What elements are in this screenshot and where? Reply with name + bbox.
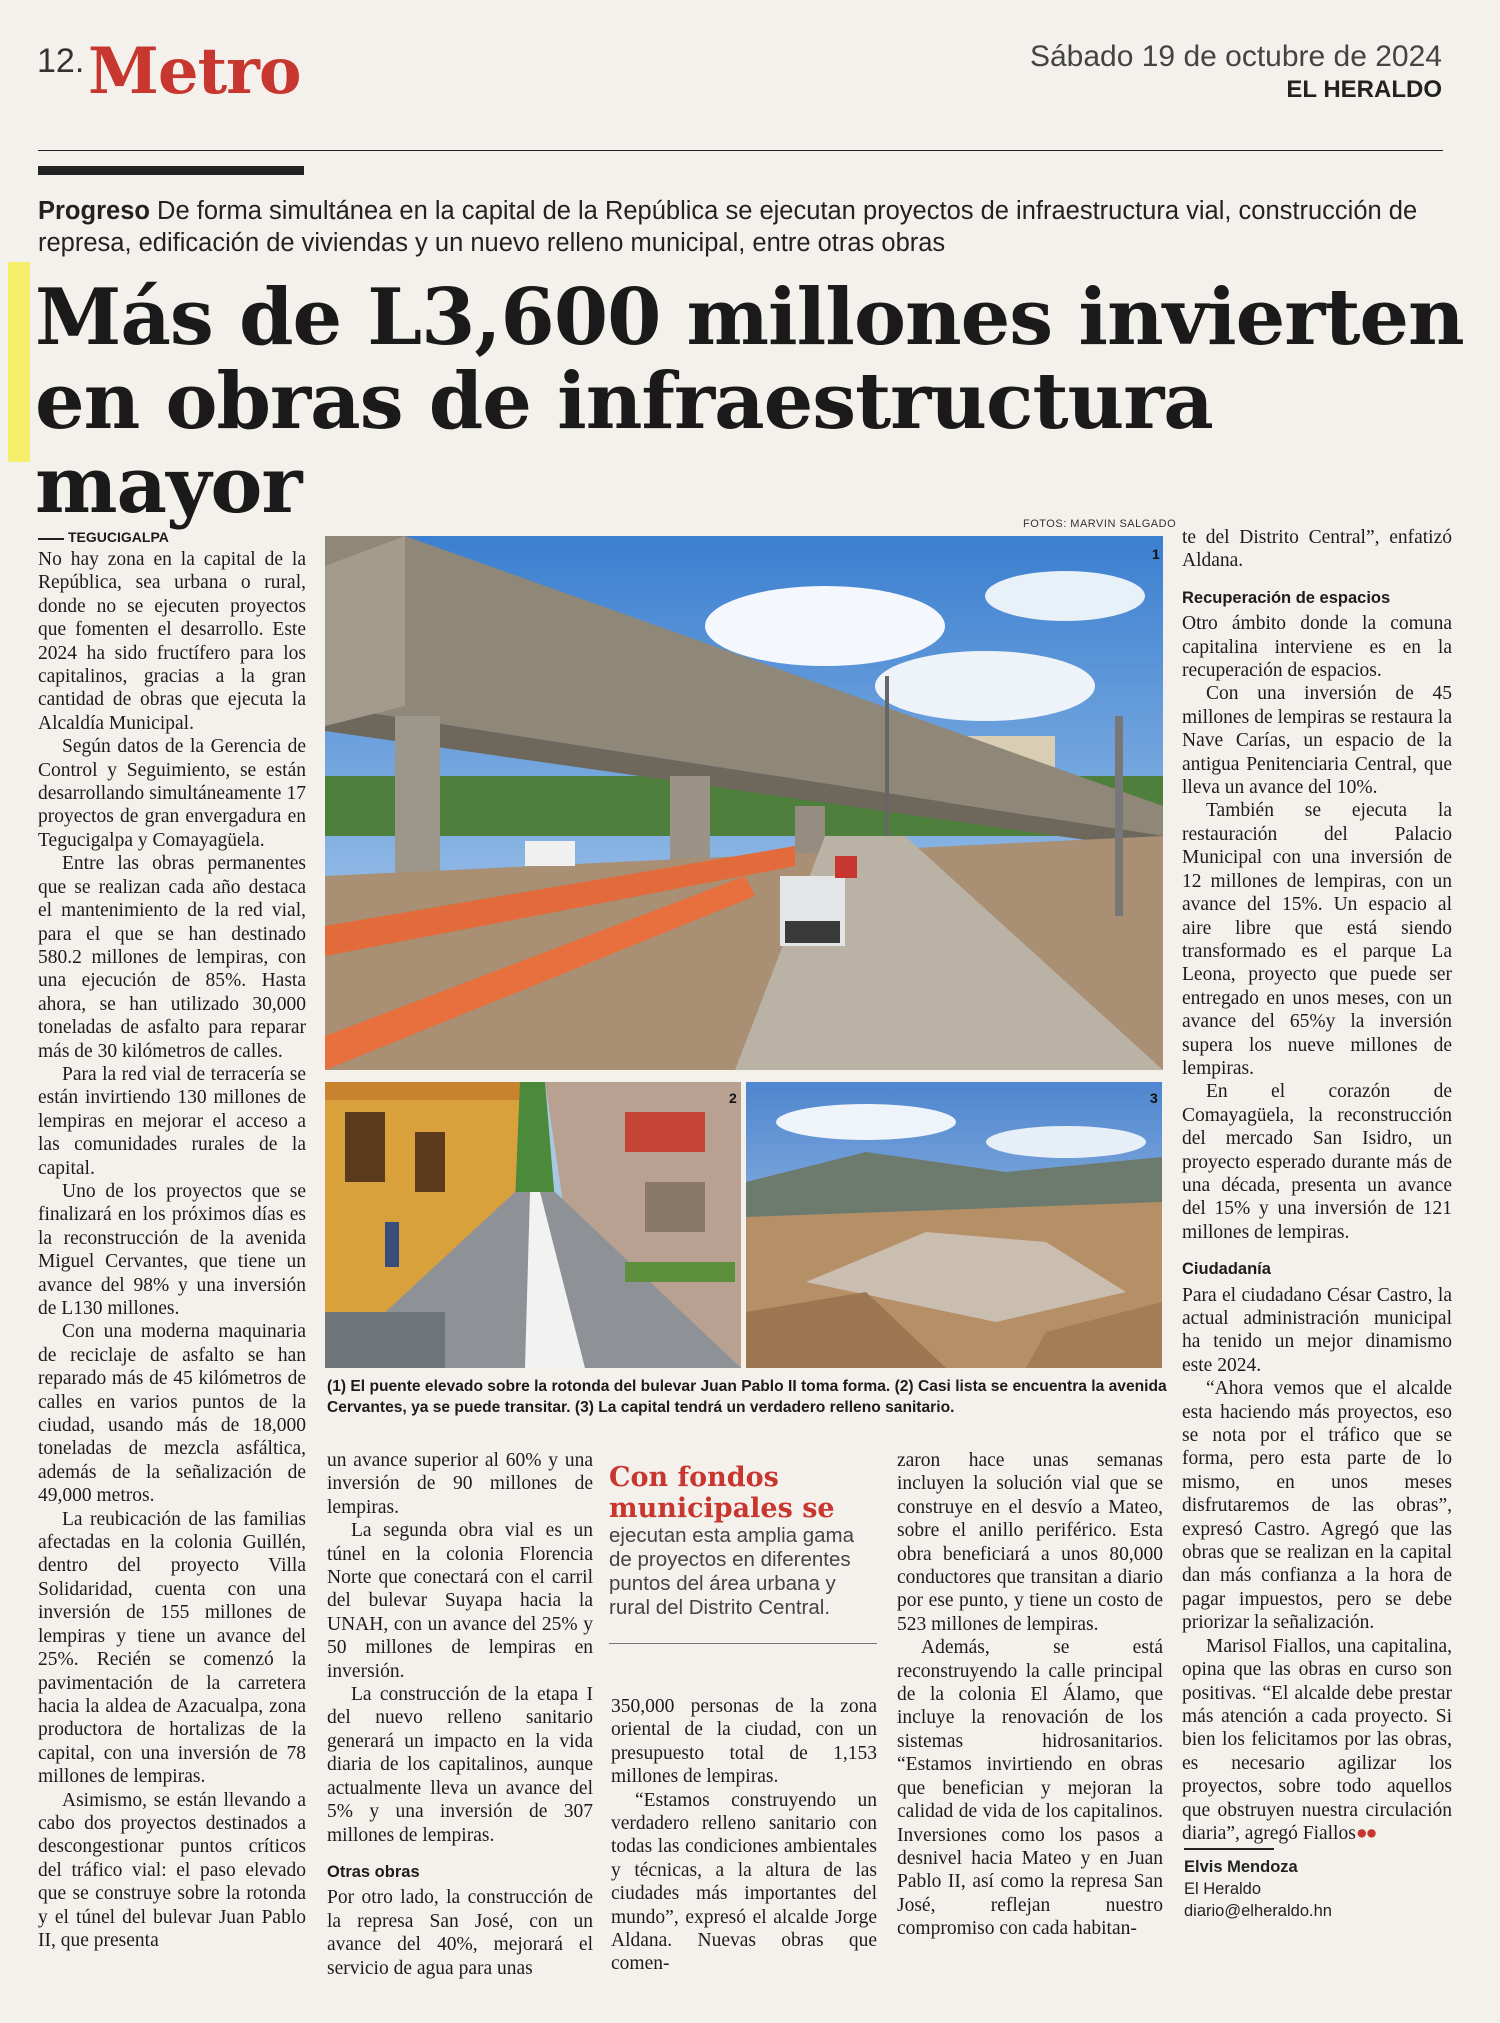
paragraph: zaron hace unas semanas incluyen la solución vial que se construye en el desvío a Mateo, sobre el anillo periférico. Esta obra beneficiará a unos 80,000 conductores que transitan a diario por ese punto, y tiene un costo de 523 millones de lempiras.: [897, 1450, 1163, 1635]
paragraph: También se ejecuta la restauración del Palacio Municipal con una inversión de 12 millones de lempiras, con un avance del 15%. Un espacio al aire libre que está siendo transformado es el parque La Leona, proyecto que puede ser entregado en unos meses, con un avance del 65%y la inversión supera los nueve millones de lempiras.: [1182, 800, 1452, 1079]
paragraph: Con una moderna maquinaria de reciclaje de asfalto se han reparado más de 45 kilómetros de calles en varios puntos de la ciudad, usando más de 18,000 toneladas de mezcla asfáltica, además de la señalización de 49,000 metros.: [38, 1321, 306, 1507]
subhead-recuperacion: Recuperación de espacios: [1182, 588, 1391, 607]
header-rule: [38, 150, 1443, 151]
paragraph: Otro ámbito donde la comuna capitalina interviene es en la recuperación de espacios.: [1182, 613, 1452, 682]
photo-number-2: 2: [729, 1090, 737, 1106]
highlight-mark: [8, 262, 30, 462]
byline-outlet: El Heraldo: [1184, 1880, 1262, 1898]
dateline-rule: [38, 538, 64, 540]
photo-credit: FOTOS: MARVIN SALGADO: [1023, 518, 1177, 530]
photo-landfill: [746, 1082, 1162, 1368]
subhead-otras-obras: Otras obras: [327, 1862, 420, 1881]
pullquote-rule: [609, 1643, 877, 1644]
kicker-label: Progreso: [38, 197, 150, 225]
headline-line-1: Más de L3,600 millones invierten: [35, 272, 1464, 363]
newspaper-name: EL HERALDO: [1286, 76, 1442, 103]
paragraph-text: Marisol Fiallos, una capitalina, opina que las obras en curso son positivas. “El alcalde debe prestar más atención a cada proyecto. Si bien los felicitamos por las obras, es necesario agilizar los proyectos, sobre todo aquellos que obstruyen nuestra circulación diaria”, agregó Fiallos: [1182, 1635, 1452, 1844]
kicker: [38, 195, 1448, 259]
paragraph: En el corazón de Comayagüela, la reconstrucción del mercado San Isidro, un proyecto esperado durante más de una década, presenta un avance del 15% y una inversión de 121 millones de lempiras.: [1182, 1081, 1452, 1243]
page-number: 12.: [37, 42, 85, 80]
kicker-text: De forma simultánea en la capital de la República se ejecutan proyectos de infraestructura vial, construcción de represa, edificación de viviendas y un nuevo relleno municipal, entre otras obras: [38, 197, 1418, 257]
paragraph: Para la red vial de terracería se están invirtiendo 130 millones de lempiras en mejorar el acceso a las comunidades rurales de la capital.: [38, 1063, 306, 1179]
article-column-3: [611, 1695, 877, 1976]
issue-date: Sábado 19 de octubre de 2024: [1029, 40, 1442, 73]
pullquote-bold: Con fondos municipales se: [609, 1462, 835, 1524]
paragraph: Además, se está reconstruyendo la calle principal de la colonia El Álamo, que incluye la renovación de los sistemas hidrosanitarios. “Estamos invirtiendo en obras que benefician y mejoran la calidad de vida de los capitalinos. Inversiones como los pasos a desnivel hacia Mateo y en Juan Pablo II, así como la represa San José, reflejan nuestro compromiso con cada habitan-: [897, 1637, 1163, 1940]
subhead-ciudadania: Ciudadanía: [1182, 1260, 1271, 1279]
photo-avenue: [325, 1082, 741, 1368]
paragraph: La reubicación de las familias afectadas en la colonia Guillén, dentro del proyecto Villa Solidaridad, cuenta con una inversión de 155 millones de lempiras y tiene un avance del 25%. Recién se comenzó la pavimentación de la carretera hacia la aldea de Azacualpa, zona productora de hortalizas de la capital, con una inversión de 78 millones de lempiras.: [38, 1508, 306, 1788]
paragraph: un avance superior al 60% y una inversión de 90 millones de lempiras.: [327, 1450, 593, 1518]
pullquote: [609, 1462, 877, 1620]
byline-rule: [1184, 1848, 1274, 1850]
headline: [35, 272, 1500, 531]
byline-email[interactable]: diario@elheraldo.hn: [1184, 1902, 1332, 1920]
paragraph: Entre las obras permanentes que se realizan cada año destaca el mantenimiento de la red vial, para el que se han destinado 580.2 millones de lempiras, con una ejecución de 85%. Hasta ahora, se han utilizado 30,000 toneladas de asfalto para reparar más de 30 kilómetros de calles.: [38, 853, 306, 1062]
paragraph: Por otro lado, la construcción de la represa San José, con un avance del 40%, mejorará el servicio de agua para unas: [327, 1887, 593, 1979]
section-title: Metro: [88, 34, 301, 109]
end-mark: ●●: [1355, 1822, 1376, 1844]
headline-line-2: en obras de infraestructura mayor: [35, 356, 1213, 531]
dateline: TEGUCIGALPA: [68, 529, 169, 545]
byline-name: Elvis Mendoza: [1184, 1858, 1298, 1876]
paragraph: te del Distrito Central”, enfatizó Aldana.: [1182, 527, 1452, 572]
article-column-2: [327, 1449, 593, 1980]
paragraph: “Ahora vemos que el alcalde esta haciendo más proyectos, eso se nota por el tráfico que se forma, pero esta parte de lo mismo, en unos meses disfrutaremos de las obras”, expresó Castro. Agregó que las obras que se realizan en la capital dan más confianza a la hora de pagar impuestos, pero se debe priorizar la señalización.: [1182, 1378, 1452, 1634]
paragraph: Uno de los proyectos que se finalizará en los próximos días es la reconstrucción de la avenida Miguel Cervantes, que tiene un avance del 98% y una inversión de L130 millones.: [38, 1180, 306, 1319]
paragraph: Para el ciudadano César Castro, la actual administración municipal ha tenido un mejor dinamismo este 2024.: [1182, 1284, 1452, 1376]
paragraph: “Estamos construyendo un verdadero relleno sanitario con todas las condiciones ambientales y técnicas, a la altura de las ciudades más importantes del mundo”, expresó el alcalde Jorge Aldana. Nuevas obras que comen-: [611, 1789, 877, 1975]
article-column-4: [897, 1449, 1163, 1941]
paragraph: [1182, 1635, 1452, 1846]
article-column-5: [1182, 526, 1452, 1845]
byline: [1184, 1856, 1332, 1922]
paragraph: La segunda obra vial es un túnel en la colonia Florencia Norte que conectará con el carril del bulevar Suyapa hacia la UNAH, con un avance del 25% y 50 millones de lempiras en inversión.: [327, 1520, 593, 1682]
paragraph: No hay zona en la capital de la República, sea urbana o rural, donde no se ejecuten proyectos que fomenten el desarrollo. Este 2024 ha sido fructífero para los capitalinos, gracias a la gran cantidad de obras que ejecuta la Alcaldía Municipal.: [38, 549, 306, 734]
paragraph: Según datos de la Gerencia de Control y Seguimiento, se están desarrollando simultáneamente 17 proyectos de gran envergadura en Tegucigalpa y Comayagüela.: [38, 736, 306, 851]
paragraph: Asimismo, se están llevando a cabo dos proyectos destinados a descongestionar puntos críticos del tráfico vial: el paso elevado que se construye sobre la rotonda y el túnel del bulevar Juan Pablo II, que presenta: [38, 1789, 306, 1951]
pullquote-text: ejecutan esta amplia gama de proyectos en diferentes puntos del área urbana y rural del Distrito Central.: [609, 1524, 855, 1619]
photo-number-3: 3: [1150, 1090, 1158, 1106]
paragraph: 350,000 personas de la zona oriental de la ciudad, con un presupuesto total de 1,153 millones de lempiras.: [611, 1696, 877, 1788]
section-bar: [38, 166, 304, 175]
photo-overpass: [325, 536, 1163, 1070]
paragraph: Con una inversión de 45 millones de lempiras se restaura la Nave Carías, un espacio de la antigua Penitenciaria Central, que lleva un avance del 10%.: [1182, 683, 1452, 799]
paragraph: La construcción de la etapa I del nuevo relleno sanitario generará un impacto en la vida diaria de los capitalinos, aunque actualmente lleva un avance del 5% y una inversión de 307 millones de lempiras.: [327, 1684, 593, 1846]
photo-caption: (1) El puente elevado sobre la rotonda del bulevar Juan Pablo II toma forma. (2) Casi lista se encuentra la avenida Cervantes, ya se puede transitar. (3) La capital tendrá un verdadero relleno sanitario.: [327, 1378, 1167, 1416]
article-column-1: [38, 548, 306, 1952]
photo-number-1: 1: [1152, 546, 1160, 562]
